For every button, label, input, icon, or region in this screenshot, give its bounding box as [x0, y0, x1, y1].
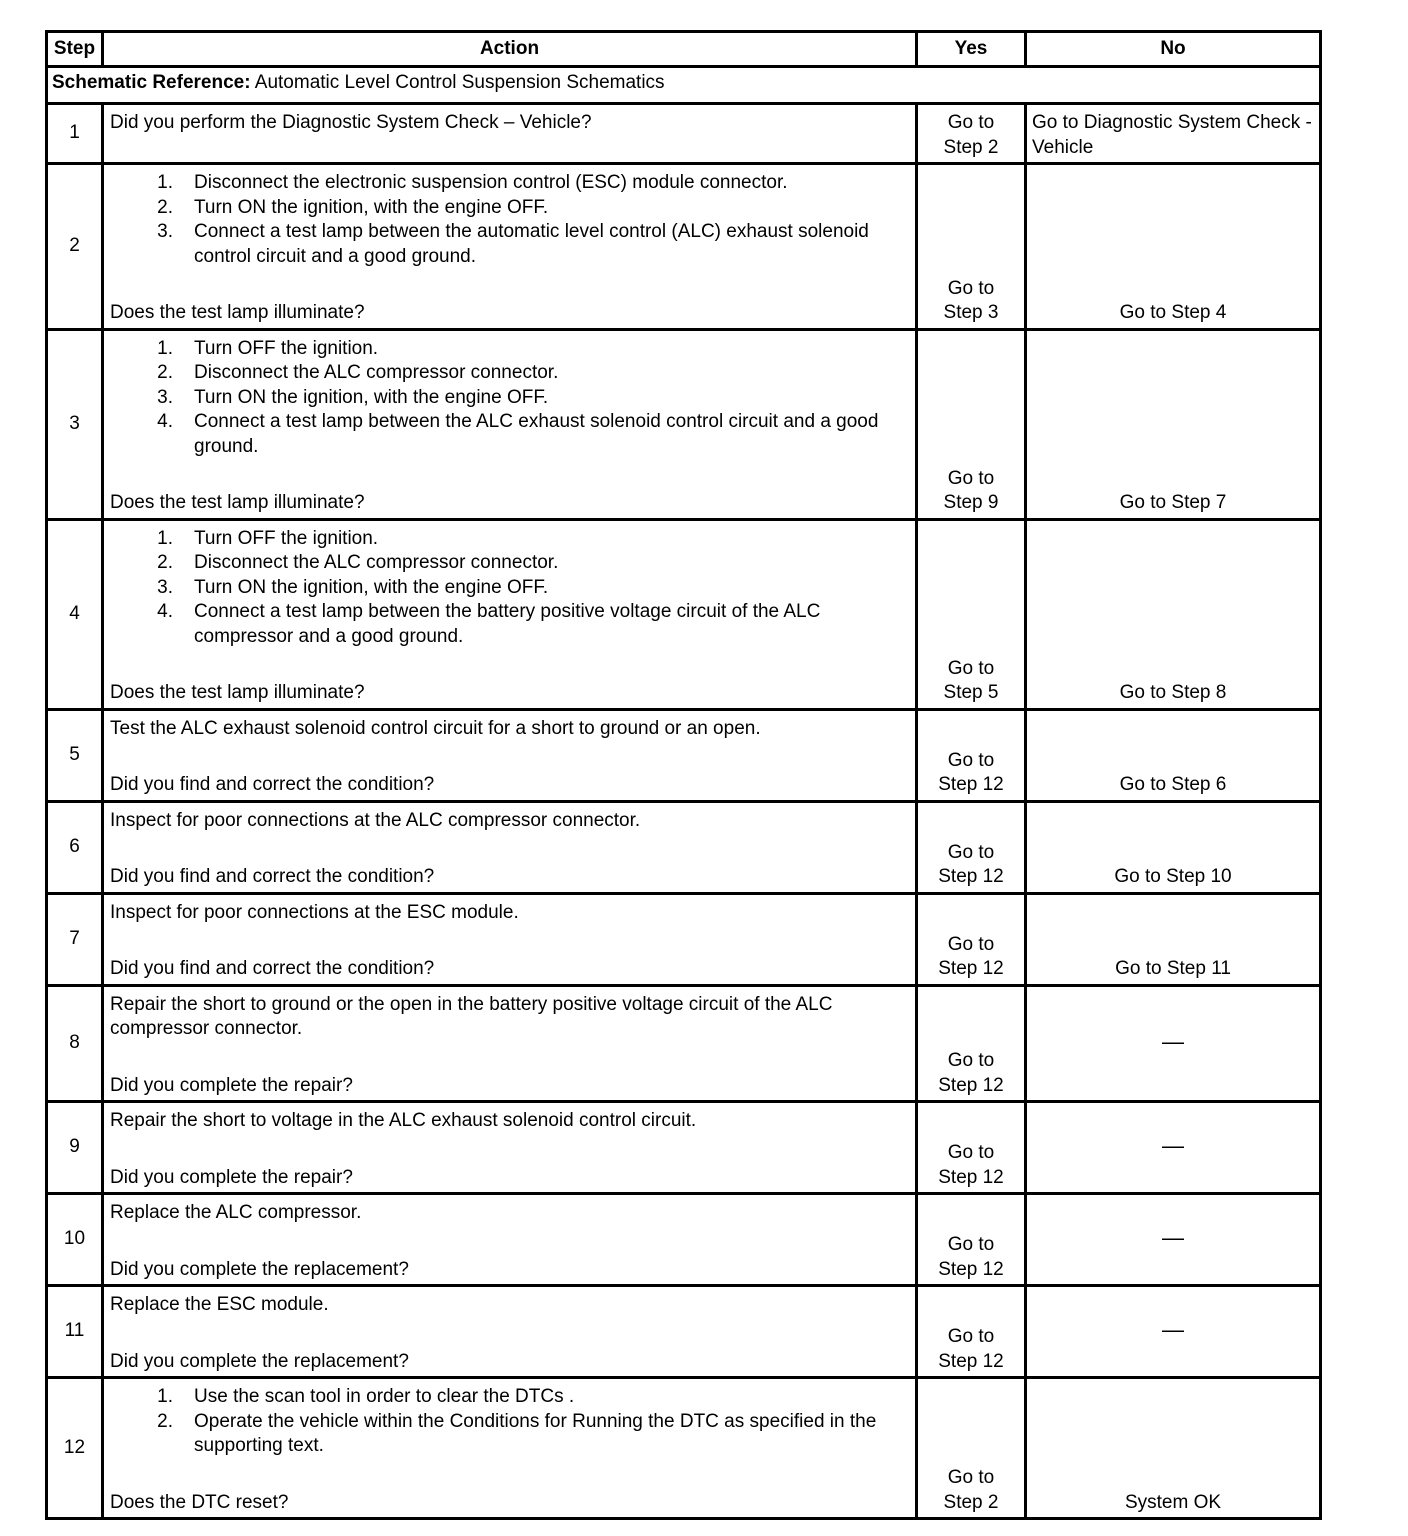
yes-line-1: Go to	[947, 933, 995, 955]
no-cell: Go to Step 11	[1026, 893, 1321, 985]
yes-line-1: Go to	[947, 467, 995, 489]
yes-line-1: Go to	[947, 1326, 995, 1347]
list-item: 3. Turn ON the ignition, with the engine OFF.	[157, 386, 549, 408]
step-number: 4	[47, 519, 103, 709]
no-cell: Go to Diagnostic System Check - Vehicle	[1026, 104, 1321, 164]
yes-line-2: Step 12	[938, 958, 1004, 979]
step-number: 3	[47, 329, 103, 519]
action-cell	[103, 329, 917, 519]
step-number: 6	[47, 801, 103, 893]
action-text: Repair the short to ground or the open in the battery positive voltage circuit of the ALC compressor connector.	[110, 993, 833, 1039]
yes-line-1: Go to	[947, 841, 995, 863]
action-cell	[103, 1286, 917, 1378]
action-cell	[103, 1378, 917, 1519]
yes-line-1: Go to	[947, 1050, 995, 1071]
action-text: Replace the ALC compressor.	[110, 1202, 362, 1223]
no-cell: —	[1026, 1194, 1321, 1286]
step-number: 2	[47, 164, 103, 330]
action-text: Test the ALC exhaust solenoid control circuit for a short to ground or an open.	[110, 717, 761, 739]
procedure-list	[110, 527, 909, 650]
schematic-row	[47, 67, 1321, 104]
header-row	[47, 32, 1321, 67]
step-number: 11	[47, 1286, 103, 1378]
no-cell: —	[1026, 985, 1321, 1102]
table-row	[47, 164, 1321, 330]
no-cell: —	[1026, 1286, 1321, 1378]
header-no: No	[1026, 32, 1321, 67]
yes-cell	[917, 1102, 1026, 1194]
table-row	[47, 329, 1321, 519]
yes-cell	[917, 801, 1026, 893]
action-cell	[103, 1194, 917, 1286]
header-yes: Yes	[917, 32, 1026, 67]
action-text: Repair the short to voltage in the ALC exhaust solenoid control circuit.	[110, 1110, 697, 1131]
list-item: 3. Turn ON the ignition, with the engine OFF.	[157, 576, 549, 598]
yes-line-1: Go to	[947, 657, 995, 679]
diagnostic-table	[45, 30, 1322, 1520]
step-number: 12	[47, 1378, 103, 1519]
procedure-list	[110, 171, 909, 269]
table-row	[47, 893, 1321, 985]
question-text: Did you find and correct the condition?	[110, 866, 435, 887]
yes-cell	[917, 164, 1026, 330]
table-row	[47, 1286, 1321, 1378]
question-text: Does the test lamp illuminate?	[110, 492, 365, 513]
step-number: 9	[47, 1102, 103, 1194]
yes-line-2: Step 12	[938, 1074, 1004, 1096]
no-cell: Go to Step 7	[1026, 329, 1321, 519]
table-row	[47, 519, 1321, 709]
table-row	[47, 709, 1321, 801]
table-row	[47, 801, 1321, 893]
step-number: 8	[47, 985, 103, 1102]
no-cell: Go to Step 8	[1026, 519, 1321, 709]
action-cell	[103, 801, 917, 893]
list-item: 4. Connect a test lamp between the ALC exhaust solenoid control circuit and a good ground.	[157, 411, 879, 457]
yes-line-2: Step 5	[943, 682, 999, 703]
header-step: Step	[47, 32, 103, 67]
yes-cell	[917, 104, 1026, 164]
action-text: Inspect for poor connections at the ALC compressor connector.	[110, 809, 641, 831]
action-cell	[103, 985, 917, 1102]
yes-line-2: Step 12	[938, 866, 1004, 887]
schematic-reference	[47, 67, 1321, 104]
no-cell: Go to Step 10	[1026, 801, 1321, 893]
list-item: 1. Turn OFF the ignition.	[157, 337, 379, 359]
question-text: Did you find and correct the condition?	[110, 774, 435, 795]
step-number: 7	[47, 893, 103, 985]
list-item: 1. Turn OFF the ignition.	[157, 527, 379, 549]
table-row	[47, 1102, 1321, 1194]
yes-line-2: Step 2	[943, 1491, 999, 1513]
yes-line-2: Step 9	[943, 492, 999, 513]
step-number: 10	[47, 1194, 103, 1286]
header-action: Action	[103, 32, 917, 67]
list-item: 2. Disconnect the ALC compressor connector.	[157, 552, 559, 573]
no-cell: —	[1026, 1102, 1321, 1194]
procedure-list	[110, 1385, 909, 1459]
table-row	[47, 985, 1321, 1102]
action-cell	[103, 519, 917, 709]
question-text: Did you complete the repair?	[110, 1074, 353, 1096]
yes-line-1: Go to	[947, 1142, 995, 1163]
yes-cell	[917, 329, 1026, 519]
yes-cell	[917, 519, 1026, 709]
action-cell	[103, 709, 917, 801]
yes-line-1: Go to	[947, 277, 995, 299]
action-cell	[103, 1102, 917, 1194]
yes-line-1: Go to	[947, 1467, 995, 1488]
question-text: Does the test lamp illuminate?	[110, 682, 365, 703]
no-cell: Go to Step 4	[1026, 164, 1321, 330]
yes-line-2: Step 12	[938, 1350, 1004, 1372]
yes-cell	[917, 985, 1026, 1102]
yes-line-1: Go to	[947, 749, 995, 771]
action-text: Inspect for poor connections at the ESC module.	[110, 901, 519, 923]
list-item: 2. Turn ON the ignition, with the engine OFF.	[157, 196, 549, 218]
action-cell	[103, 893, 917, 985]
action-text: Did you perform the Diagnostic System Check – Vehicle?	[110, 112, 592, 133]
table-row	[47, 104, 1321, 164]
question-text: Does the DTC reset?	[110, 1491, 289, 1513]
table-row	[47, 1194, 1321, 1286]
step-number: 5	[47, 709, 103, 801]
action-cell	[103, 164, 917, 330]
list-item: 1. Disconnect the electronic suspension control (ESC) module connector.	[157, 172, 788, 193]
procedure-list	[110, 337, 909, 460]
yes-cell	[917, 1286, 1026, 1378]
table-row	[47, 1378, 1321, 1519]
yes-cell	[917, 1194, 1026, 1286]
question-text: Did you complete the repair?	[110, 1166, 353, 1188]
yes-cell	[917, 1378, 1026, 1519]
schematic-label: Schematic Reference:	[52, 72, 251, 93]
list-item: 3. Connect a test lamp between the automatic level control (ALC) exhaust solenoid control circuit and a good ground.	[157, 221, 869, 267]
step-number: 1	[47, 104, 103, 164]
no-cell: Go to Step 6	[1026, 709, 1321, 801]
question-text: Did you find and correct the condition?	[110, 958, 435, 979]
list-item: 2. Operate the vehicle within the Conditions for Running the DTC as specified in the supporting text.	[157, 1410, 877, 1456]
no-cell: System OK	[1026, 1378, 1321, 1519]
yes-cell	[917, 893, 1026, 985]
yes-cell	[917, 709, 1026, 801]
list-item: 1. Use the scan tool in order to clear the DTCs .	[157, 1386, 575, 1407]
question-text: Did you complete the replacement?	[110, 1350, 409, 1372]
yes-line-2: Step 2	[943, 136, 999, 158]
yes-line-2: Step 12	[938, 774, 1004, 795]
yes-line-1: Go to	[947, 1234, 995, 1255]
list-item: 2. Disconnect the ALC compressor connector.	[157, 362, 559, 383]
action-cell	[103, 104, 917, 164]
list-item: 4. Connect a test lamp between the battery positive voltage circuit of the ALC compressor and a good ground.	[157, 601, 821, 647]
yes-line-2: Step 12	[938, 1258, 1004, 1280]
question-text: Does the test lamp illuminate?	[110, 302, 365, 323]
action-text: Replace the ESC module.	[110, 1294, 329, 1315]
yes-line-1: Go to	[947, 112, 995, 133]
schematic-value: Automatic Level Control Suspension Schematics	[250, 72, 665, 93]
question-text: Did you complete the replacement?	[110, 1258, 409, 1280]
yes-line-2: Step 12	[938, 1166, 1004, 1188]
yes-line-2: Step 3	[943, 302, 999, 323]
